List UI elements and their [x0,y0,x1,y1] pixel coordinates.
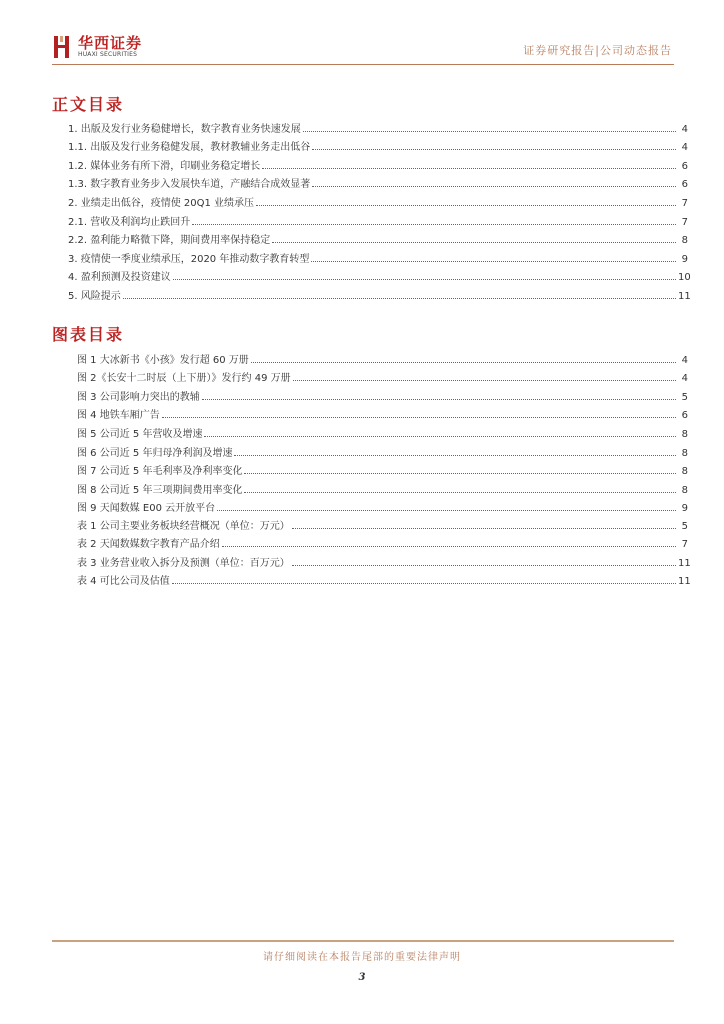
figure-entry-text: 图 8 公司近 5 年三项期间费用率变化 [77,484,243,496]
dot-leader [234,455,676,456]
page-number: 3 [358,972,366,983]
figures-list [77,347,688,514]
toc-entry-page: 4 [681,123,688,135]
company-logo [52,34,142,60]
figure-entry[interactable] [77,347,688,366]
dot-leader [222,546,676,547]
toc-entry-page: 9 [681,253,688,265]
figure-entry-page: 4 [681,354,688,366]
footer-divider [52,940,674,942]
toc-entry[interactable] [68,246,688,265]
table-entry-text: 表 2 天闻数媒数字教育产品介绍 [77,539,220,551]
report-type-label: 证券研究报告|公司动态报告 [523,44,672,57]
logo-name-en: HUAXI SECURITIES [78,51,138,58]
dot-leader [172,583,676,584]
dot-leader [293,380,676,381]
table-entry-page: 5 [681,520,688,532]
toc-entry-page: 11 [678,290,691,302]
figure-entry[interactable] [77,459,688,478]
dot-leader [202,399,676,400]
legal-disclaimer: 请仔细阅读在本报告尾部的重要法律声明 [263,952,461,963]
toc-entry[interactable] [68,172,688,191]
figure-entry-page: 6 [681,410,688,422]
figure-entry-text: 图 2《长安十二时辰（上下册）》发行约 49 万册 [77,373,291,385]
figures-title: 图表目录 [52,325,125,344]
table-entry-page: 7 [681,539,688,551]
figure-entry[interactable] [77,366,688,385]
toc-entry-text: 3. 疫情使一季度业绩承压，2020 年推动数字教育转型 [68,253,310,265]
toc-entry-text: 1.2. 媒体业务有所下滑，印刷业务稳定增长 [68,160,261,172]
toc-entry[interactable] [68,190,688,209]
toc-entry-page: 4 [681,142,688,154]
page-header [52,30,674,66]
toc-entry-text: 2.1. 营收及利润均止跌回升 [68,216,191,228]
toc-entry-text: 1.1. 出版及发行业务稳健发展，教材教辅业务走出低谷 [68,142,311,154]
tables-list [77,513,691,588]
figure-entry-text: 图 3 公司影响力突出的教辅 [77,391,200,403]
dot-leader [312,186,676,187]
toc-entry-page: 7 [681,197,688,209]
huaxi-logo-icon [52,34,72,60]
toc-list [68,116,691,302]
figure-entry[interactable] [77,384,688,403]
dot-leader [204,436,676,437]
dot-leader [192,224,676,225]
header-divider [52,64,674,65]
table-entry-text: 表 1 公司主要业务板块经营概况（单位：万元） [77,520,290,532]
toc-entry-text: 4. 盈利预测及投资建议 [68,272,171,284]
toc-entry[interactable] [68,265,691,284]
figure-entry-text: 图 7 公司近 5 年毛利率及净利率变化 [77,466,243,478]
figure-entry-text: 图 4 地铁车厢广告 [77,410,160,422]
toc-entry-page: 8 [681,235,688,247]
figure-entry[interactable] [77,440,688,459]
figure-entry[interactable] [77,421,688,440]
dot-leader [217,510,676,511]
toc-entry[interactable] [68,116,688,135]
table-entry[interactable] [77,532,688,551]
toc-entry-text: 2. 业绩走出低谷，疫情使 20Q1 业绩承压 [68,197,255,209]
toc-title: 正文目录 [52,95,125,114]
dot-leader [244,492,676,493]
dot-leader [173,279,676,280]
figure-entry-page: 5 [681,391,688,403]
toc-entry-page: 10 [678,272,691,284]
table-entry-page: 11 [678,576,691,588]
dot-leader [272,242,676,243]
figure-entry-page: 8 [681,466,688,478]
dot-leader [123,298,676,299]
toc-entry[interactable] [68,135,688,154]
dot-leader [303,131,676,132]
toc-entry-page: 6 [681,179,688,191]
figure-entry-text: 图 5 公司近 5 年营收及增速 [77,428,203,440]
table-entry-text: 表 4 可比公司及估值 [77,576,170,588]
dot-leader [244,473,676,474]
dot-leader [311,261,676,262]
toc-entry[interactable] [68,153,688,172]
toc-entry[interactable] [68,228,688,247]
figure-entry-page: 9 [681,503,688,515]
dot-leader [262,168,676,169]
dot-leader [162,417,676,418]
toc-entry[interactable] [68,209,688,228]
figure-entry-text: 图 6 公司近 5 年归母净利润及增速 [77,447,233,459]
toc-entry[interactable] [68,283,691,302]
figure-entry-page: 8 [681,447,688,459]
figure-entry-page: 4 [681,373,688,385]
figure-entry-page: 8 [681,484,688,496]
figure-entry-page: 8 [681,428,688,440]
table-entry[interactable] [77,550,691,569]
dot-leader [292,565,676,566]
figure-entry[interactable] [77,403,688,422]
table-entry[interactable] [77,513,688,532]
table-entry-page: 11 [678,557,691,569]
toc-entry-text: 5. 风险提示 [68,290,121,302]
dot-leader [251,362,676,363]
figure-entry[interactable] [77,477,688,496]
toc-entry-text: 1.3. 数字教育业务步入发展快车道，产融结合成效显著 [68,179,311,191]
figure-entry[interactable] [77,496,688,515]
toc-entry-text: 2.2. 盈利能力略微下降，期间费用率保持稳定 [68,235,271,247]
table-entry[interactable] [77,569,691,588]
dot-leader [256,205,676,206]
dot-leader [312,149,676,150]
table-entry-text: 表 3 业务营业收入拆分及预测（单位：百万元） [77,557,290,569]
figure-entry-text: 图 1 大冰新书《小孩》发行超 60 万册 [77,354,249,366]
dot-leader [292,528,676,529]
logo-name-cn: 华西证券 [78,34,143,52]
toc-entry-page: 6 [681,160,688,172]
toc-entry-text: 1. 出版及发行业务稳健增长，数字教育业务快速发展 [68,123,301,135]
figure-entry-text: 图 9 天闻数媒 E00 云开放平台 [77,503,216,515]
toc-entry-page: 7 [681,216,688,228]
